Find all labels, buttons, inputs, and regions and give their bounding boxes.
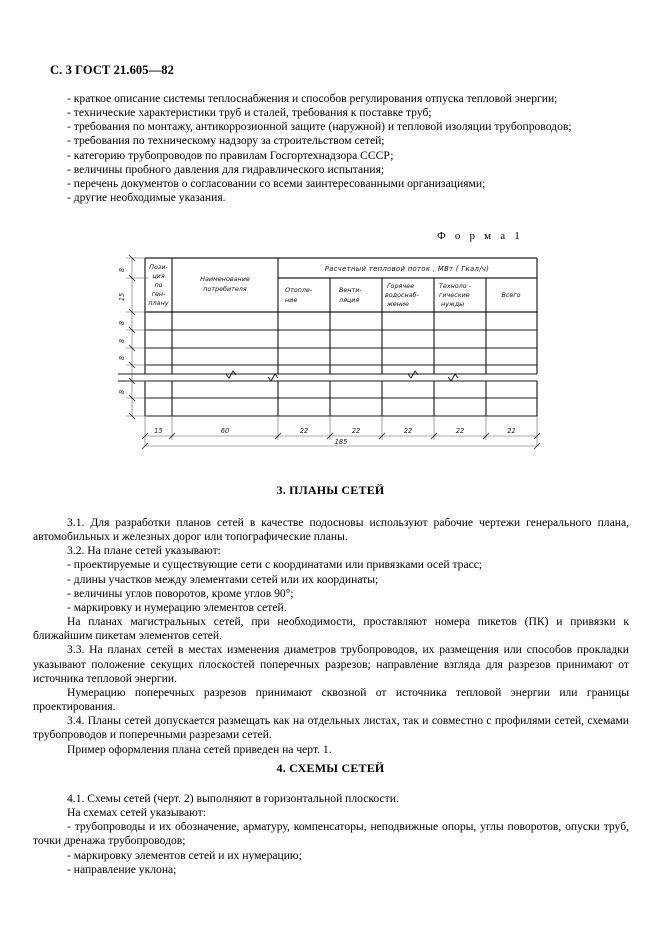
paragraph: Пример оформления плана сетей приведен на черт. 1. [67, 742, 332, 756]
list-item: - маркировку и нумерацию элементов сетей. [67, 600, 287, 614]
list-item: - проектируемые и существующие сети с координатами или привязками осей трасс; [67, 558, 483, 572]
list-item: - направление уклона; [67, 862, 177, 876]
col-dim-value: 22 [351, 427, 361, 435]
list-item: - маркировку элементов сетей и их нумерацию; [67, 848, 302, 862]
section-4-body [33, 792, 629, 877]
paragraph: 4.1. Схемы сетей (черт. 2) выполняют в горизонтальной плоскости. [67, 792, 399, 805]
col-dim-value: 22 [507, 427, 516, 435]
list-item: - длины участков между элементами сетей или их координаты; [67, 572, 379, 586]
list-item: - категорию трубопроводов по правилам Госгортехнадзора СССР; [67, 148, 394, 162]
column-header-label: Техноло - [439, 282, 472, 290]
row-dim-value: 15 [118, 292, 126, 302]
section-heading-4: 4. СХЕМЫ СЕТЕЙ [276, 761, 385, 775]
list-item: - величины углов поворотов, кроме углов 90°; [67, 586, 294, 600]
col-dim-value: 22 [455, 427, 465, 435]
column-header-label: ние [285, 296, 298, 304]
col-dim-value: 60 [220, 427, 230, 435]
section-heading-3: 3. ПЛАНЫ СЕТЕЙ [276, 483, 385, 497]
column-header-label: ция [152, 272, 165, 280]
paragraph: На схемах сетей указывают: [67, 806, 206, 820]
paragraph: 3.4. Планы сетей допускается размещать как на отдельных листах, так и совместно с профилями сетей, схемами трубопроводов и поперечными разрезами сетей. [33, 714, 629, 742]
row-dim-value: 8 [118, 389, 126, 395]
intro-list [33, 92, 629, 205]
column-header-label: нужды [441, 300, 465, 308]
column-header-label: жение [387, 300, 409, 308]
column-header-label: ляция [339, 296, 360, 304]
paragraph: 3.2. На плане сетей указывают: [67, 544, 221, 558]
list-item: - краткое описание системы теплоснабжения и способов регулирования отпуска тепловой энергии; [67, 92, 558, 105]
column-header-label: Венти- [339, 286, 362, 294]
list-item: - требования по техническому надзору за строительством сетей; [67, 134, 385, 148]
group-header-label: Расчетный тепловой поток , МВт ( Гкал/ч) [324, 265, 490, 273]
col-dim-value: 15 [154, 427, 163, 435]
column-header-label: ген- [151, 290, 166, 298]
row-dim-value: 8 [118, 267, 126, 273]
col-dim-value: 22 [403, 427, 413, 435]
row-dim-value: 8 [118, 355, 126, 361]
total-width-dim-value: 185 [334, 438, 348, 446]
row-dim-value: 8 [118, 338, 126, 344]
paragraph: 3.1. Для разработки планов сетей в качестве подосновы используют рабочие чертежи генерального плана, автомобильных и железных дорог или топографические планы. [33, 516, 629, 544]
paragraph: На планах магистральных сетей, при необходимости, проставляют номера пикетов (ПК) и привязки к ближайшим пикетам элементов сетей. [33, 615, 629, 643]
column-header-label: водоснаб- [385, 291, 419, 299]
list-item: - требования по монтажу, антикоррозионной защите (наружной) и тепловой изоляции трубопроводов; [67, 120, 572, 134]
form-caption: Ф о р м а 1 [437, 230, 523, 242]
page-running-head: С. 3 ГОСТ 21.605—82 [50, 63, 174, 77]
column-header-label: гические [439, 291, 470, 299]
list-item: - технические характеристики труб и сталей, требования к поставке труб; [67, 106, 432, 120]
column-header-label: Горячее [387, 282, 415, 290]
column-header-label: Наименование [200, 275, 250, 283]
list-item: - величины пробного давления для гидравлического испытания; [67, 162, 385, 176]
section-3-body [33, 516, 629, 757]
column-header-label: Всего [501, 291, 521, 299]
paragraph: Нумерацию поперечных разрезов принимают сквозной от источника тепловой энергии или границы проектирования. [33, 685, 629, 714]
column-header-label: Пози- [149, 263, 168, 271]
column-header-label: по [154, 281, 163, 289]
list-item: - трубопроводы и их обозначение, арматуру, компенсаторы, неподвижные опоры, углы поворотов, опуски труб, точки дренажа трубопроводов; [33, 820, 629, 848]
row-dim-value: 8 [118, 320, 126, 326]
paragraph: 3.3. На планах сетей в местах изменения диаметров трубопроводов, их размещения или способов прокладки указывают положение секущих плоскостей поперечных разрезов; направление взгляда для разрезов принимают от источника тепловой энергии. [33, 643, 629, 685]
column-header-label: Отопле- [285, 286, 313, 294]
list-item: - перечень документов о согласовании со всеми заинтересованными организациями; [67, 176, 486, 190]
column-header-label: потребителя [203, 285, 247, 293]
list-item: - другие необходимые указания. [67, 191, 226, 205]
form-1-table-drawing [118, 250, 558, 455]
col-dim-value: 22 [299, 427, 309, 435]
column-header-label: плану [148, 299, 169, 307]
